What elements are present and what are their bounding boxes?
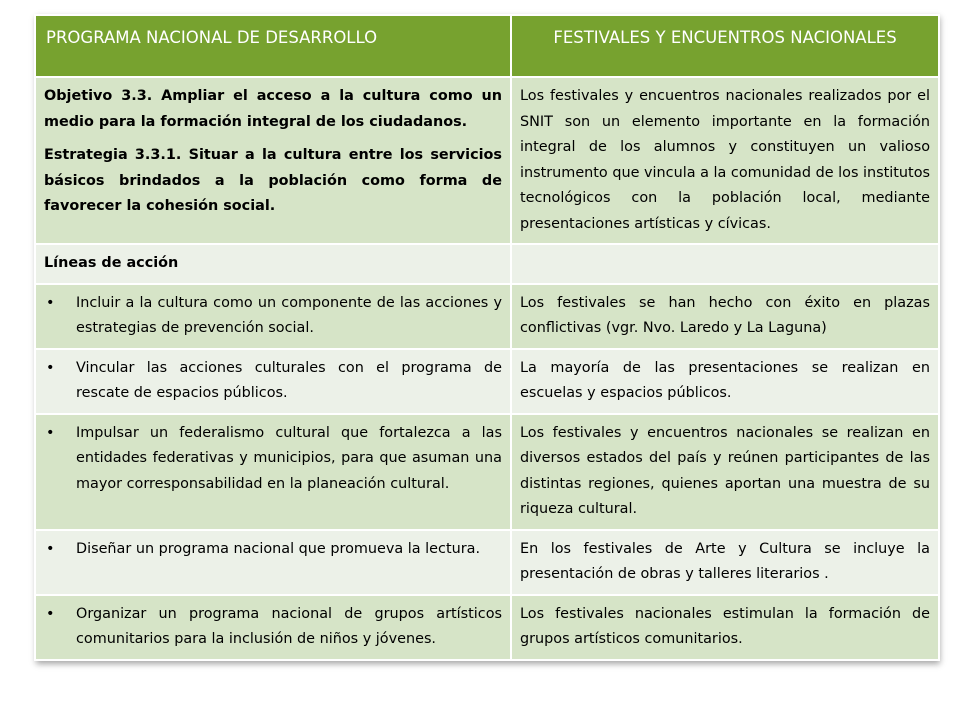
header-left: PROGRAMA NACIONAL DE DESARROLLO [35, 15, 511, 77]
row-left-cell [35, 349, 511, 414]
objective-text: Objetivo 3.3. Ampliar el acceso a la cultura como un medio para la formación integral de los ciudadanos. [44, 88, 502, 130]
row-right-cell: La mayoría de las presentaciones se realizan en escuelas y espacios públicos. [511, 349, 939, 414]
lines-header-row [35, 244, 939, 284]
objective-right-cell: Los festivales y encuentros nacionales realizados por el SNIT son un elemento importante en la formación integral de los alumnos y constituyen un valioso instrumento que vincula a la comunidad de los institutos tecnológicos con la población local, mediante presentaciones artísticas y cívicas. [511, 77, 939, 244]
bullet-icon: • [46, 359, 55, 376]
row-left-text: Vincular las acciones culturales con el programa de rescate de espacios públicos. [76, 359, 502, 401]
row-right-cell: En los festivales de Arte y Cultura se incluye la presentación de obras y talleres literarios . [511, 530, 939, 595]
row-left-text: Diseñar un programa nacional que promueva la lectura. [76, 540, 481, 557]
table-row [35, 530, 939, 595]
bullet-icon: • [46, 424, 55, 441]
row-right-cell: Los festivales nacionales estimulan la formación de grupos artísticos comunitarios. [511, 595, 939, 660]
strategy-text: Estrategia 3.3.1. Situar a la cultura entre los servicios básicos brindados a la población como forma de favorecer la cohesión social. [44, 147, 502, 214]
table-row [35, 414, 939, 530]
row-left-cell [35, 530, 511, 595]
bullet-icon: • [46, 540, 55, 557]
row-left-cell [35, 595, 511, 660]
table-row [35, 595, 939, 660]
objective-row [35, 77, 939, 244]
row-left-cell [35, 414, 511, 530]
row-left-text: Incluir a la cultura como un componente de las acciones y estrategias de prevención social. [76, 294, 502, 336]
bullet-icon: • [46, 605, 55, 622]
lines-header-right [511, 244, 939, 284]
row-left-cell [35, 284, 511, 349]
row-right-cell: Los festivales y encuentros nacionales se realizan en diversos estados del país y reúnen participantes de las distintas regiones, quienes aportan una muestra de su riqueza cultural. [511, 414, 939, 530]
table-row [35, 349, 939, 414]
lines-header-label: Líneas de acción [35, 244, 511, 284]
table-row [35, 284, 939, 349]
bullet-icon: • [46, 294, 55, 311]
program-table-container [34, 14, 938, 661]
header-right: FESTIVALES Y ENCUENTROS NACIONALES [511, 15, 939, 77]
row-left-text: Impulsar un federalismo cultural que fortalezca a las entidades federativas y municipios, para que asuman una mayor corresponsabilidad en la planeación cultural. [76, 424, 502, 492]
row-right-cell: Los festivales se han hecho con éxito en plazas conflictivas (vgr. Nvo. Laredo y La Laguna) [511, 284, 939, 349]
header-row [35, 15, 939, 77]
objective-cell [35, 77, 511, 244]
program-table [34, 14, 940, 661]
row-left-text: Organizar un programa nacional de grupos artísticos comunitarios para la inclusión de niños y jóvenes. [76, 605, 502, 647]
